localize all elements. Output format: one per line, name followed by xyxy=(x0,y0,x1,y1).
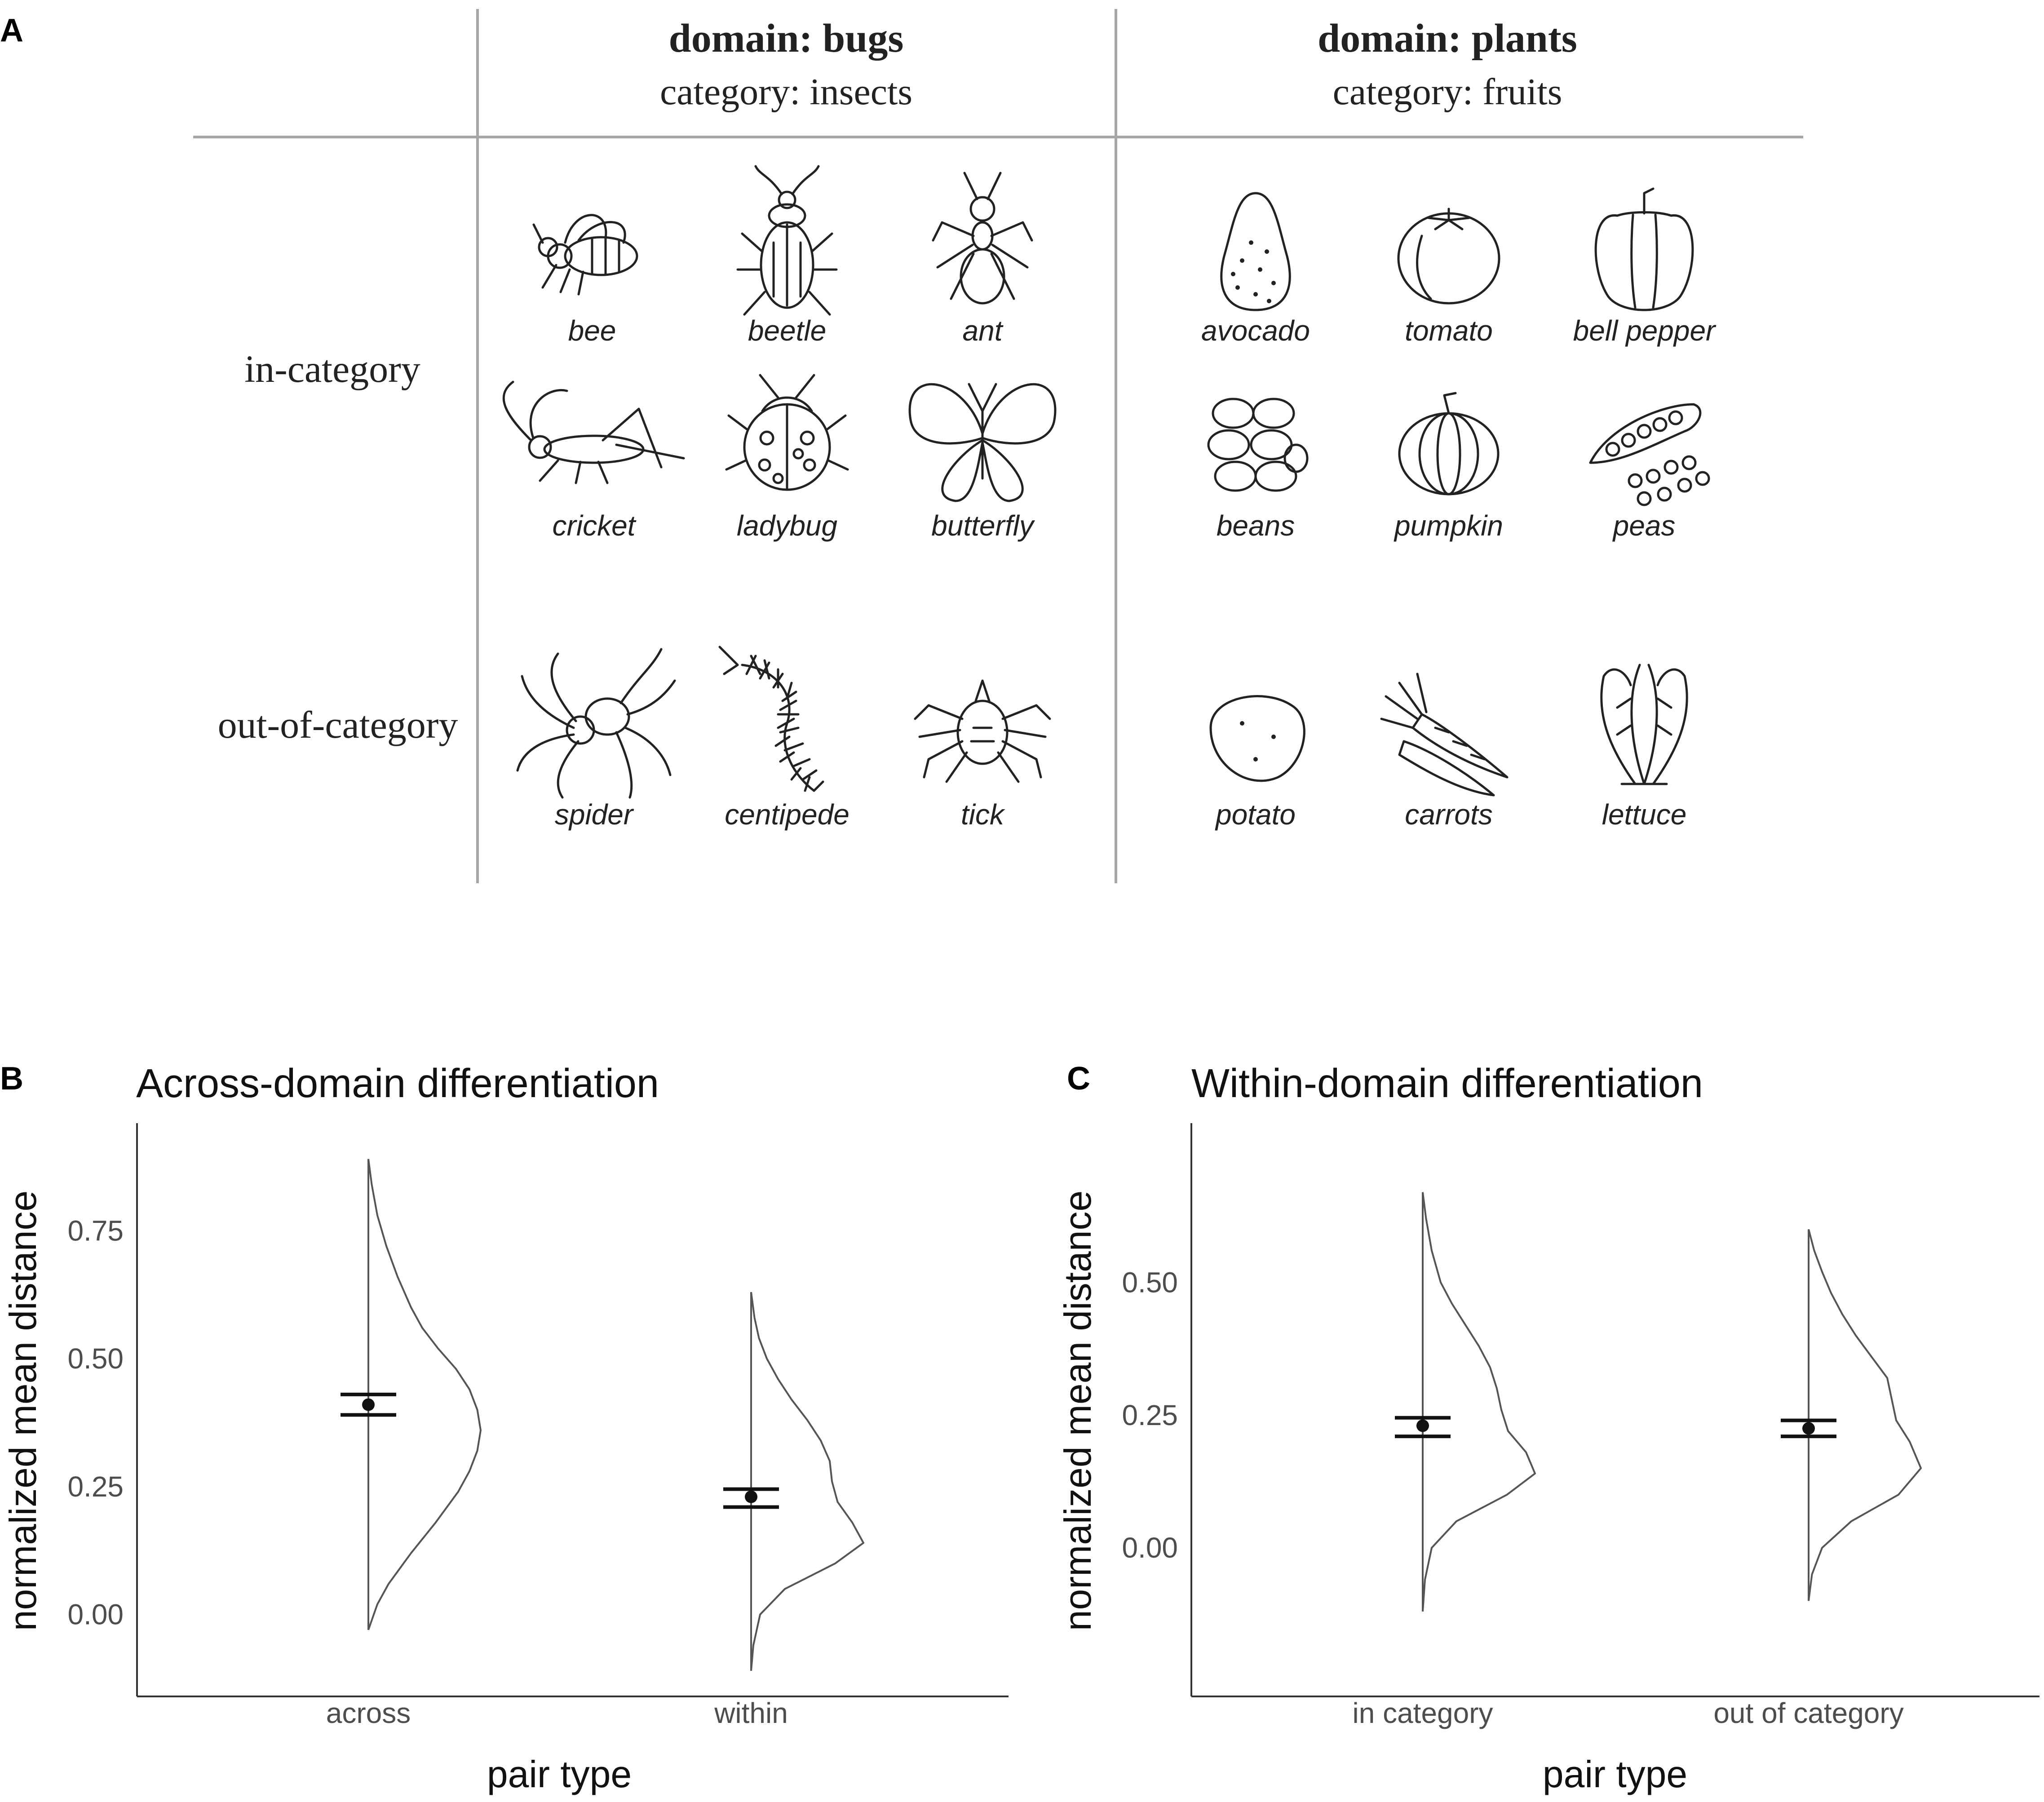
peas-label: peas xyxy=(1613,509,1676,542)
mean-point xyxy=(1802,1422,1815,1435)
chart-b-title: Across-domain differentiation xyxy=(136,1061,659,1106)
peas-icon xyxy=(1590,404,1709,505)
panel-b-letter: B xyxy=(0,1061,23,1097)
x-tick-label: in category xyxy=(1352,1697,1493,1729)
tick-label: tick xyxy=(961,798,1004,831)
panel-a xyxy=(0,9,1803,883)
panel-c-letter: C xyxy=(1067,1061,1090,1097)
beetle-icon xyxy=(738,166,836,314)
beetle-label: beetle xyxy=(748,314,827,347)
chart-c-axes xyxy=(1191,1123,2040,1696)
tick-icon xyxy=(915,681,1050,782)
spider-label: spider xyxy=(554,798,633,831)
beans-icon xyxy=(1208,399,1307,491)
potato-icon xyxy=(1211,696,1304,781)
ant-label: ant xyxy=(962,314,1003,347)
violin-density-curve xyxy=(1809,1229,1921,1601)
violin-density-curve xyxy=(751,1292,863,1671)
bugs-domain-heading: domain: bugs xyxy=(668,16,904,61)
bell-pepper-icon xyxy=(1596,189,1693,310)
in-category-row-label: in-category xyxy=(244,347,420,390)
ladybug-label: ladybug xyxy=(736,509,838,542)
x-tick-label: across xyxy=(326,1697,411,1729)
butterfly-icon xyxy=(910,384,1055,501)
avocado-icon xyxy=(1221,193,1290,310)
avocado-label: avocado xyxy=(1201,314,1310,347)
ant-icon xyxy=(933,173,1032,303)
panel-c xyxy=(1057,1061,2040,1795)
bee-label: bee xyxy=(568,314,616,347)
centipede-icon xyxy=(720,647,823,791)
chart-b-axes xyxy=(137,1123,1009,1696)
lettuce-icon xyxy=(1602,665,1687,784)
beans-label: beans xyxy=(1216,509,1295,542)
tomato-icon xyxy=(1398,209,1499,303)
cricket-label: cricket xyxy=(552,509,636,542)
pumpkin-label: pumpkin xyxy=(1394,509,1503,542)
mean-point xyxy=(745,1491,757,1503)
plants-domain-heading: domain: plants xyxy=(1318,16,1577,61)
ladybug-icon xyxy=(726,375,848,490)
cricket-icon xyxy=(504,382,684,483)
spider-icon xyxy=(518,649,675,797)
chart-b-xlabel: pair type xyxy=(487,1753,632,1795)
y-tick-label: 0.00 xyxy=(67,1598,124,1631)
pumpkin-icon xyxy=(1399,393,1498,494)
y-tick-label: 0.25 xyxy=(67,1470,124,1503)
out-of-category-row-label: out-of-category xyxy=(217,703,458,746)
chart-b-ylabel: normalized mean distance xyxy=(2,1190,44,1631)
bee-icon xyxy=(534,215,637,294)
chart-c-plot xyxy=(1122,1192,1921,1729)
chart-c-xlabel: pair type xyxy=(1542,1753,1688,1795)
x-tick-label: within xyxy=(714,1697,788,1729)
violin-density-curve xyxy=(1423,1192,1535,1612)
y-tick-label: 0.50 xyxy=(67,1342,124,1375)
bell-pepper-label: bell pepper xyxy=(1573,314,1716,347)
potato-label: potato xyxy=(1216,798,1296,831)
bugs-category-heading: category: insects xyxy=(659,71,913,113)
y-tick-label: 0.50 xyxy=(1122,1266,1178,1299)
y-tick-label: 0.75 xyxy=(67,1214,124,1247)
chart-c-ylabel: normalized mean distance xyxy=(1057,1190,1099,1631)
mean-point xyxy=(1416,1419,1429,1432)
tomato-label: tomato xyxy=(1405,314,1493,347)
x-tick-label: out of category xyxy=(1713,1697,1904,1729)
panel-a-letter: A xyxy=(0,13,23,49)
panel-b xyxy=(0,1061,1009,1795)
carrots-label: carrots xyxy=(1405,798,1493,831)
chart-b-plot xyxy=(67,1159,863,1729)
y-tick-label: 0.00 xyxy=(1122,1532,1178,1564)
centipede-label: centipede xyxy=(725,798,849,831)
carrots-icon xyxy=(1381,674,1507,795)
y-tick-label: 0.25 xyxy=(1122,1399,1178,1431)
mean-point xyxy=(362,1399,375,1411)
lettuce-label: lettuce xyxy=(1602,798,1687,831)
chart-c-title: Within-domain differentiation xyxy=(1191,1061,1703,1106)
butterfly-label: butterfly xyxy=(931,509,1034,542)
plants-category-heading: category: fruits xyxy=(1332,71,1562,113)
